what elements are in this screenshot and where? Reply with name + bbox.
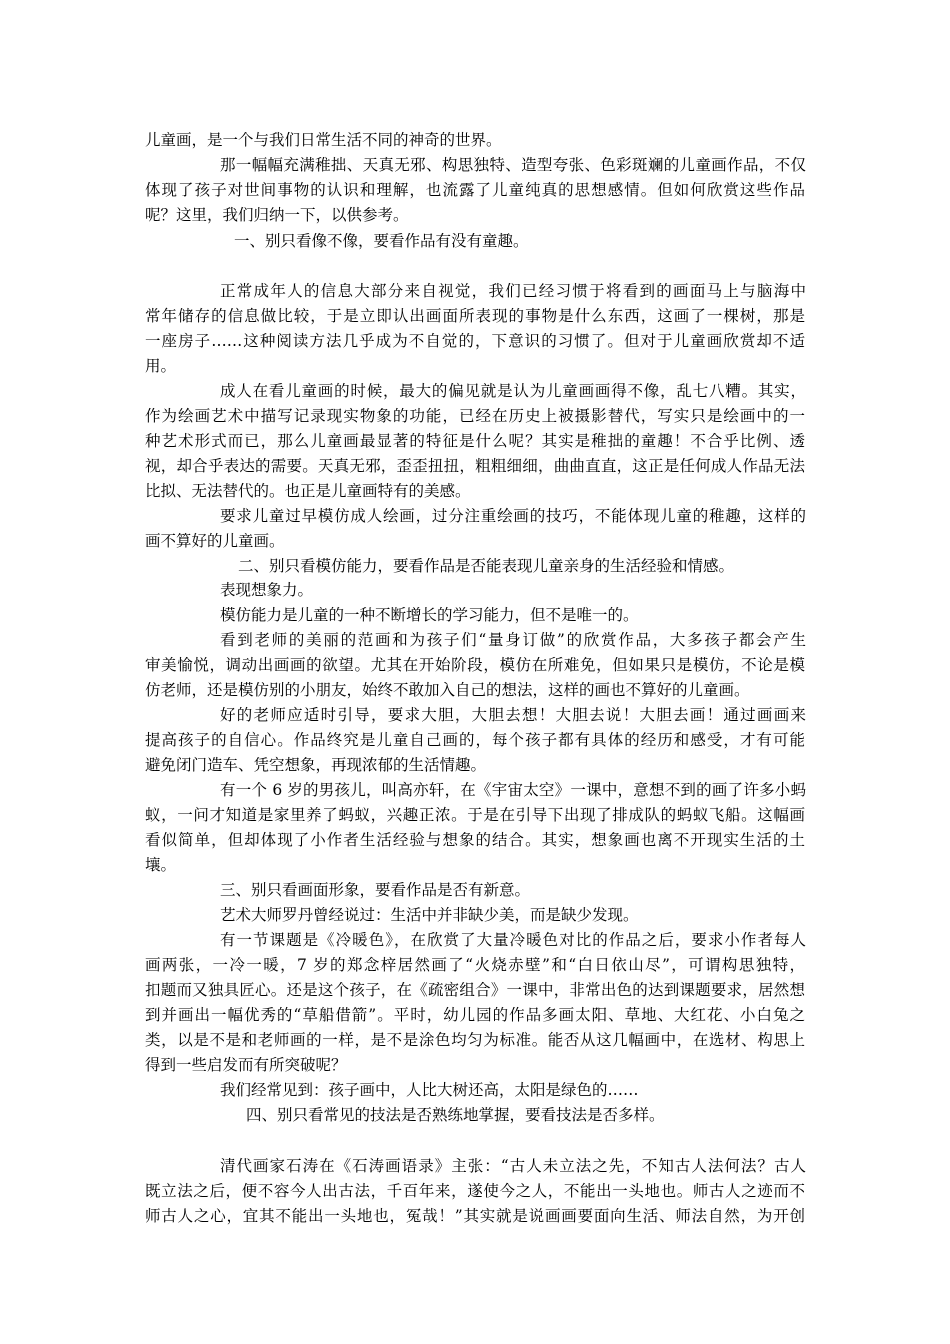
text-line: 师古人之心，宜其不能出一头地也，冤哉！”其实就是说画画要面向生活、师法自然，为开创 [145,1207,805,1225]
text-line: 看似简单，但却体现了小作者生活经验与想象的结合。其实，想象画也离不开现实生活的土 [145,831,805,849]
text-line: 画两张，一冷一暖，7 岁的郑念梓居然画了“火烧赤壁”和“白日依山尽”，可谓构思独特， [145,956,805,974]
text-line: 模仿能力是儿童的一种不断增长的学习能力，但不是唯一的。 [220,606,639,624]
section-heading: 四、别只看常见的技法是否熟练地掌握，要看技法是否多样。 [246,1106,665,1124]
text-line: 到并画出一幅优秀的“草船借箭”。平时，幼儿园的作品多画太阳、草地、大红花、小白兔之 [145,1006,805,1024]
text-line: 避免闭门造车、凭空想象，再现浓郁的生活情趣。 [145,756,487,774]
text-line: 体现了孩子对世间事物的认识和理解，也流露了儿童纯真的思想感情。但如何欣赏这些作品 [145,181,805,199]
text-line: 常年储存的信息做比较，于是立即认出画面所表现的事物是什么东西，这画了一棵树，那是 [145,307,805,325]
text-line: 要求儿童过早模仿成人绘画，过分注重绘画的技巧，不能体现儿童的稚趣，这样的 [220,507,806,525]
text-line: 有一个 6 岁的男孩儿，叫高亦轩，在《宇宙太空》一课中，意想不到的画了许多小蚂 [220,781,806,799]
text-line: 类，以是不是和老师画的一样，是不是涂色均匀为标准。能否从这几幅画中，在选材、构思上 [145,1031,805,1049]
section-heading: 二、别只看模仿能力，要看作品是否能表现儿童亲身的生活经验和情感。 [238,557,735,575]
text-line: 一座房子……这种阅读方法几乎成为不自觉的，下意识的习惯了。但对于儿童画欣赏却不适 [145,332,805,350]
text-line: 艺术大师罗丹曾经说过：生活中并非缺少美，而是缺少发现。 [220,906,639,924]
text-line: 清代画家石涛在《石涛画语录》主张：“古人未立法之先，不知古人法何法？古人 [220,1157,806,1175]
text-line: 正常成年人的信息大部分来自视觉，我们已经习惯于将看到的画面马上与脑海中 [220,282,806,300]
text-line: 壤。 [145,856,177,874]
text-line: 比拟、无法替代的。也正是儿童画特有的美感。 [145,482,471,500]
text-line: 蚁，一问才知道是家里养了蚂蚁，兴趣正浓。于是在引导下出现了排成队的蚂蚁飞船。这幅画 [145,806,805,824]
text-line: 作为绘画艺术中描写记录现实物象的功能，已经在历史上被摄影替代，写实只是绘画中的一 [145,407,805,425]
text-line: 扣题而又独具匠心。还是这个孩子，在《疏密组合》一课中，非常出色的达到课题要求，居然想 [145,981,805,999]
text-line: 有一节课题是《冷暖色》，在欣赏了大量冷暖色对比的作品之后，要求小作者每人 [220,931,806,949]
text-line: 儿童画，是一个与我们日常生活不同的神奇的世界。 [145,131,502,149]
text-line: 看到老师的美丽的范画和为孩子们“量身订做”的欣赏作品，大多孩子都会产生 [220,631,806,649]
text-line: 那一幅幅充满稚拙、天真无邪、构思独特、造型夸张、色彩斑斓的儿童画作品，不仅 [220,156,806,174]
section-heading: 三、别只看画面形象，要看作品是否有新意。 [220,881,531,899]
text-line: 既立法之后，便不容今人出古法，千百年来，遂使今之人，不能出一头地也。师古人之迹而不 [145,1182,805,1200]
text-line: 审美愉悦，调动出画画的欲望。尤其在开始阶段，模仿在所难免，但如果只是模仿，不论是模 [145,656,805,674]
text-line: 我们经常见到：孩子画中，人比大树还高，太阳是绿色的…… [220,1081,639,1099]
text-line: 成人在看儿童画的时候，最大的偏见就是认为儿童画画得不像，乱七八糟。其实， [220,382,806,400]
text-line: 用。 [145,357,177,375]
text-line: 视，却合乎表达的需要。天真无邪，歪歪扭扭，粗粗细细，曲曲直直，这正是任何成人作品无法 [145,457,805,475]
text-line: 提高孩子的自信心。作品终究是儿童自己画的，每个孩子都有具体的经历和感受，才有可能 [145,731,805,749]
text-line: 得到一些启发而有所突破呢？ [145,1056,347,1074]
section-heading: 一、别只看像不像，要看作品有没有童趣。 [234,232,529,250]
text-line: 画不算好的儿童画。 [145,532,285,550]
text-line: 表现想象力。 [220,581,314,599]
text-line: 好的老师应适时引导，要求大胆，大胆去想！大胆去说！大胆去画！通过画画来 [220,706,806,724]
text-line: 仿老师，还是模仿别的小朋友，始终不敢加入自己的想法，这样的画也不算好的儿童画。 [145,681,750,699]
text-line: 种艺术形式而已，那么儿童画最显著的特征是什么呢？其实是稚拙的童趣！不合乎比例、透 [145,432,805,450]
text-line: 呢？这里，我们归纳一下，以供参考。 [145,206,409,224]
